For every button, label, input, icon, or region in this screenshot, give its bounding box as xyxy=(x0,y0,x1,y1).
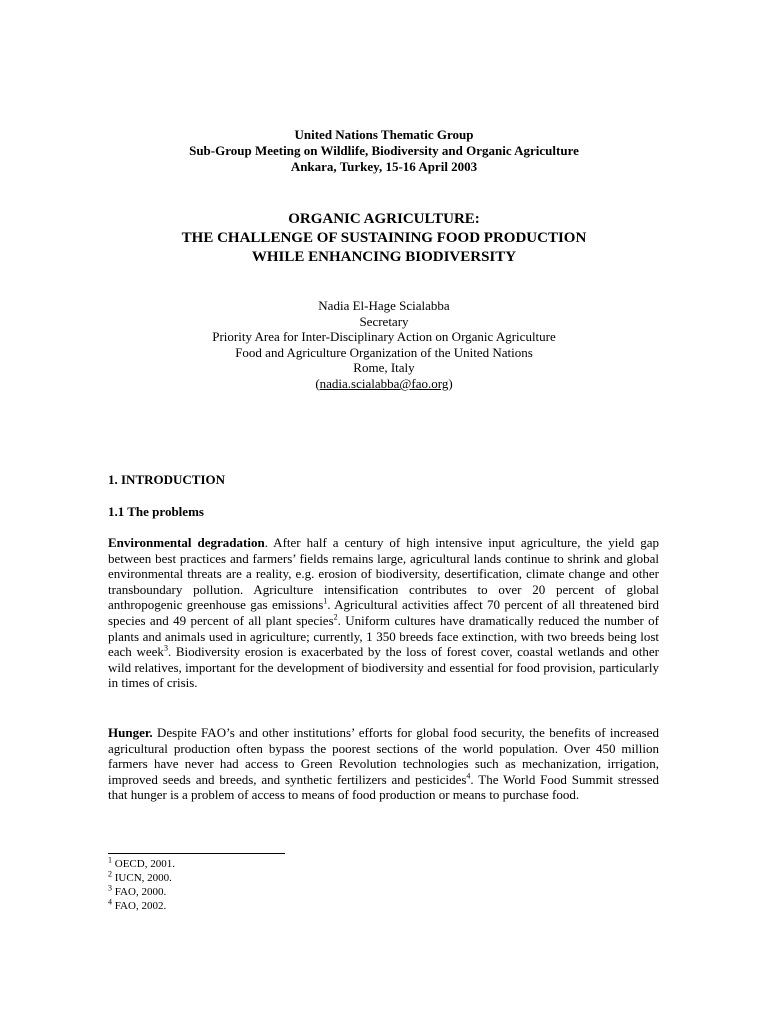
title-line-2: THE CHALLENGE OF SUSTAINING FOOD PRODUCTION xyxy=(181,230,587,246)
paragraph-text: . Biodiversity erosion is exacerbated by the loss of forest cover, coastal wetlands and other wild relatives, important for the development of biodiversity and essential for food provision, particularly in times of crisis. xyxy=(108,644,659,691)
footnote-number: 1 xyxy=(108,855,112,865)
author-role: Secretary xyxy=(359,313,409,329)
footnotes xyxy=(108,857,175,913)
footnote-number: 2 xyxy=(108,869,112,879)
section-heading-introduction: 1. INTRODUCTION xyxy=(108,472,226,487)
paragraph-lead: Hunger. xyxy=(108,725,153,740)
footnote-text: FAO, 2002. xyxy=(112,900,167,912)
header-line-location-date: Ankara, Turkey, 15-16 April 2003 xyxy=(290,159,478,174)
paragraph-environmental-degradation xyxy=(108,535,659,691)
email-open-paren: ( xyxy=(315,375,320,391)
footnote-item xyxy=(108,871,175,885)
header-line-meeting: Sub-Group Meeting on Wildlife, Biodiversity and Organic Agriculture xyxy=(189,143,579,158)
author-block xyxy=(0,298,768,392)
paragraph-text: . Uniform cultures have dramatically reduced the number of plants and animals used in agriculture; currently, 1 350 breeds face extinction, with two breeds being lost each week xyxy=(108,612,659,660)
footnote-item xyxy=(108,885,175,899)
footnote-number: 3 xyxy=(108,883,112,893)
author-email-link[interactable]: nadia.scialabba@fao.org xyxy=(319,375,449,391)
footnote-ref[interactable]: 4 xyxy=(466,771,471,781)
footnote-text: OECD, 2001. xyxy=(112,858,175,870)
footnote-ref[interactable]: 2 xyxy=(333,612,338,622)
paragraph-text: . Agricultural activities affect 70 percent of all threatened bird species and 49 percent of all plant species xyxy=(108,597,659,628)
paragraph-text: . After half a century of high intensive input agriculture, the yield gap between best practices and farmers’ fields remains large, agricultural lands continue to shrink and global environmental threats are a reality, e.g. erosion of biodiversity, desertification, climate change and other transboundary pollution. Agriculture intensification contributes to over 20 percent of global anthropogenic greenhouse gas emissions xyxy=(108,535,659,613)
paragraph-lead: Environmental degradation xyxy=(108,535,265,550)
subsection-heading-problems: 1.1 The problems xyxy=(108,504,204,519)
paragraph-text: . The World Food Summit stressed that hunger is a problem of access to means of food production or means to purchase food. xyxy=(108,771,659,803)
footnote-ref[interactable]: 1 xyxy=(323,597,328,607)
author-org-2: Food and Agriculture Organization of the United Nations xyxy=(235,344,533,360)
title-line-1: ORGANIC AGRICULTURE: xyxy=(288,211,480,227)
footnote-text: FAO, 2000. xyxy=(112,886,167,898)
footnote-ref[interactable]: 3 xyxy=(163,643,168,653)
meeting-header xyxy=(0,127,768,175)
footnote-item xyxy=(108,857,175,871)
paper-title xyxy=(0,210,768,267)
footnote-number: 4 xyxy=(108,897,112,907)
paragraph-text: Despite FAO’s and other institutions’ efforts for global food security, the benefits of increased agricultural production often bypass the poorest sections of the world population. Over 450 million farmers have never had access to Green Revolution technologies such as mechanization, irrigation, improved seeds and breeds, and synthetic fertilizers and pesticides xyxy=(108,725,659,787)
author-location: Rome, Italy xyxy=(353,360,415,376)
paragraph-hunger xyxy=(108,725,659,803)
footnote-item xyxy=(108,899,175,913)
header-line-group: United Nations Thematic Group xyxy=(294,127,474,142)
footnote-separator xyxy=(108,853,285,854)
author-org-1: Priority Area for Inter-Disciplinary Action on Organic Agriculture xyxy=(212,329,556,345)
author-email-line xyxy=(0,376,768,392)
footnote-text: IUCN, 2000. xyxy=(112,872,172,884)
author-name: Nadia El-Hage Scialabba xyxy=(318,298,450,313)
title-line-3: WHILE ENHANCING BIODIVERSITY xyxy=(251,249,517,265)
email-close-paren: ) xyxy=(448,375,453,391)
